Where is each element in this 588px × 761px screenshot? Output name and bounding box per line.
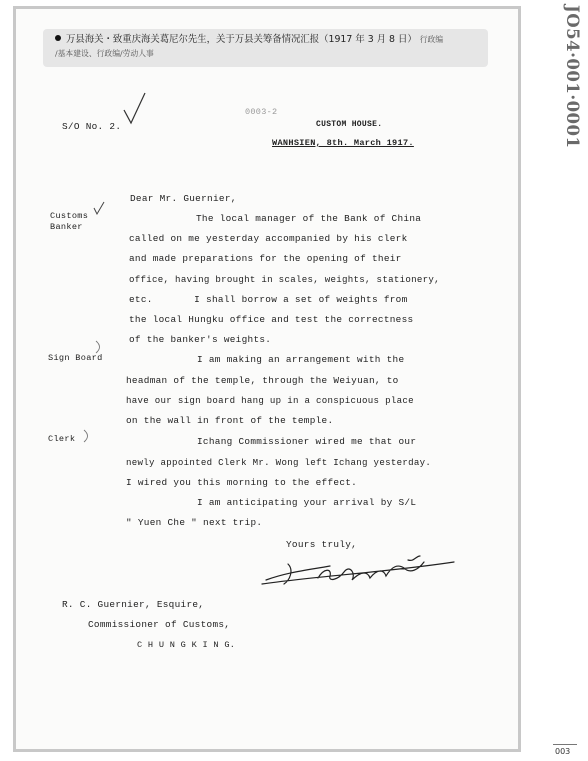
- page-number-rule: [553, 744, 577, 745]
- archive-code: JO54·001·0001: [563, 5, 582, 149]
- check-mark-icon: [122, 90, 148, 128]
- check-mark-icon: [92, 200, 106, 216]
- body-line: The local manager of the Bank of China: [196, 213, 422, 224]
- body-line: have our sign board hang up in a conspicuous place: [126, 395, 414, 406]
- body-line: I am anticipating your arrival by S/L: [197, 497, 417, 508]
- custom-house-heading: CUSTOM HOUSE.: [316, 120, 383, 129]
- body-line: newly appointed Clerk Mr. Wong left Ichang yesterday.: [126, 457, 432, 468]
- caption-title-line: [55, 33, 480, 47]
- parenthesis-mark-icon: [81, 428, 93, 444]
- body-line: on the wall in front of the temple.: [126, 415, 334, 426]
- margin-note-sign-board: Sign Board: [48, 353, 103, 363]
- letter-reference: S/O No. 2.: [62, 121, 122, 132]
- body-line: and made preparations for the opening of their: [129, 253, 402, 264]
- addressee-city: C H U N G K I N G.: [137, 640, 236, 650]
- body-line: of the banker's weights.: [129, 334, 272, 345]
- body-line: headman of the temple, through the Weiyuan, to: [126, 375, 399, 386]
- bullet-icon: [55, 35, 61, 41]
- caption-tags: /基本建设、行政编/劳动人事: [55, 49, 154, 58]
- body-line: Ichang Commissioner wired me that our: [197, 436, 417, 447]
- margin-note-customs: Customs: [50, 211, 89, 221]
- caption-tag-inline: 行政编: [419, 35, 444, 44]
- body-line: the local Hungku office and test the correctness: [129, 314, 414, 325]
- body-line: etc. I shall borrow a set of weights from: [129, 294, 408, 305]
- place-and-date: WANHSIEN, 8th. March 1917.: [272, 138, 414, 148]
- caption-box: [43, 29, 488, 67]
- addressee-title: Commissioner of Customs,: [88, 619, 231, 630]
- margin-note-clerk: Clerk: [48, 434, 76, 444]
- stamp-number: 0003-2: [245, 107, 278, 117]
- body-line: office, having brought in scales, weights, stationery,: [129, 274, 440, 285]
- body-line: I wired you this morning to the effect.: [126, 477, 358, 488]
- salutation: Dear Mr. Guernier,: [130, 193, 237, 204]
- body-line: " Yuen Che " next trip.: [126, 517, 263, 528]
- body-line: called on me yesterday accompanied by his clerk: [129, 233, 408, 244]
- addressee-name: R. C. Guernier, Esquire,: [62, 599, 205, 610]
- body-line: I am making an arrangement with the: [197, 354, 405, 365]
- closing: Yours truly,: [286, 539, 358, 550]
- caption-title: 万县海关・致重庆海关葛尼尔先生，关于万县关筹备情况汇报（1917 年 3 月 8 日）: [66, 34, 417, 45]
- margin-note-banker: Banker: [50, 222, 83, 232]
- page-number: 003: [555, 747, 571, 756]
- signature-image: [258, 550, 464, 590]
